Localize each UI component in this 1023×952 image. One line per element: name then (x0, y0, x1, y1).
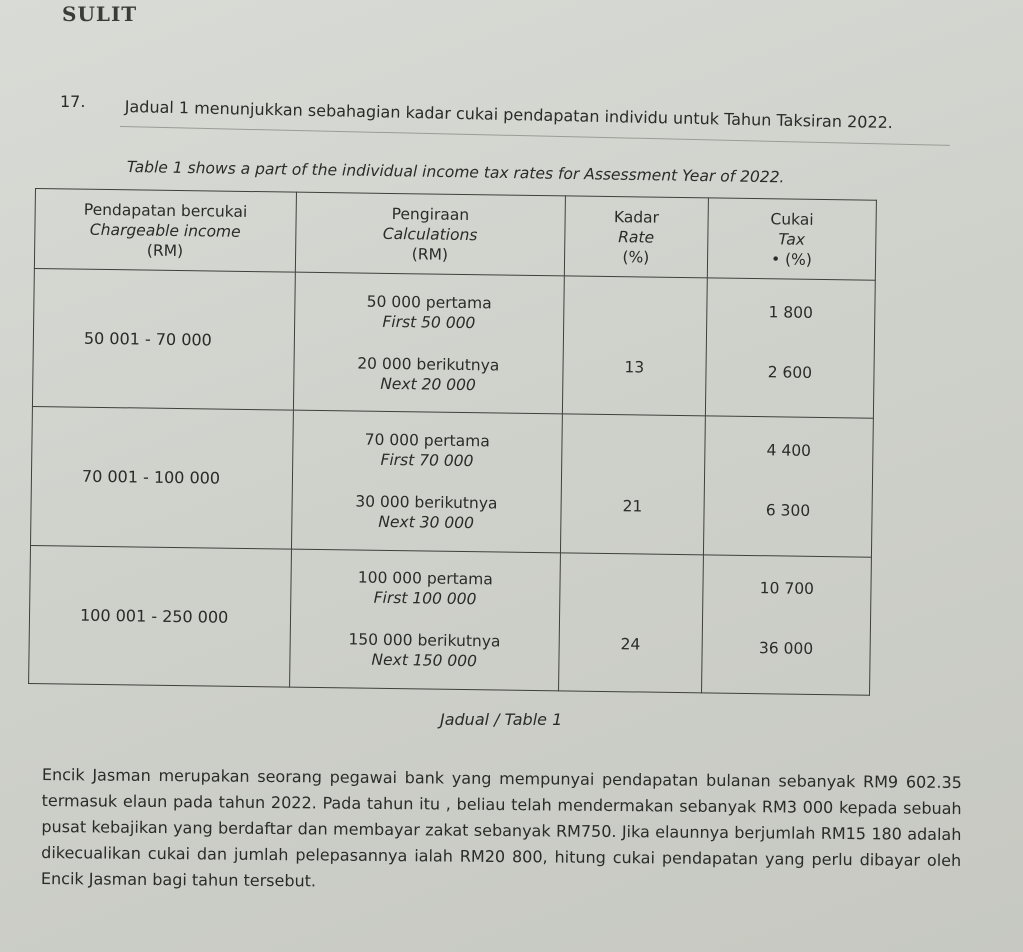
question-text-en: Table 1 shows a part of the individual income tax rates for Assessment Year of 2022. (126, 158, 785, 187)
calc-first-ms: 100 000 pertama (357, 568, 493, 589)
calc-first-en: First 50 000 (382, 312, 476, 332)
header-unit: (RM) (146, 241, 184, 260)
table-header-row (34, 189, 876, 281)
calculation-cell (289, 549, 560, 691)
header-ms: Pendapatan bercukai (83, 200, 248, 221)
tax-cell (703, 416, 873, 557)
header-ms: Pengiraan (391, 204, 470, 224)
header-unit: • (%) (770, 249, 813, 269)
calculation-cell (293, 272, 564, 414)
tax-rate-table (28, 188, 877, 696)
header-chargeable-income (34, 189, 296, 273)
header-rate (564, 196, 708, 278)
tax-next-value: 36 000 (758, 639, 814, 659)
calculation-cell (291, 410, 562, 552)
income-range-cell: 70 001 - 100 000 (31, 407, 294, 549)
calc-first-ms: 70 000 pertama (364, 430, 490, 451)
calc-next-ms: 30 000 berikutnya (355, 492, 498, 513)
calc-first-ms: 50 000 pertama (366, 292, 492, 313)
header-en: Chargeable income (89, 220, 241, 241)
header-ms: Cukai (770, 209, 814, 229)
question-text-ms: Jadual 1 menunjukkan sebahagian kadar cukai pendapatan individu untuk Tahun Taksiran 2022. (124, 96, 894, 133)
table-caption: Jadual / Table 1 (440, 710, 563, 729)
tax-first-value: 4 400 (766, 441, 812, 460)
income-range-cell: 100 001 - 250 000 (29, 545, 292, 687)
question-paragraph: Encik Jasman merupakan seorang pegawai bank yang mempunyai pendapatan bulanan sebanyak RM9 602.35 termasuk elaun pada tahun 2022. Pada tahun itu , beliau telah mendermakan sebanyak RM3 000 kepada sebuah pusat kebajikan yang berdaftar dan membayar zakat sebanyak RM750. Jika elaunnya berjumlah RM15 180 adalah dikecualikan cukai dan jumlah pelepasannya ialah RM20 800, hitung cukai pendapatan yang perlu dibayar oleh Encik Jasman bagi tahun tersebut. (40, 764, 962, 891)
rate-cell: 13 (562, 276, 707, 416)
question-number: 17. (60, 92, 86, 111)
header-unit: (RM) (411, 244, 449, 264)
tax-cell (701, 555, 871, 696)
tax-next-value: 6 300 (765, 501, 811, 520)
header-en: Calculations (382, 224, 478, 244)
tax-next-value: 2 600 (767, 362, 813, 382)
calc-next-en: Next 20 000 (380, 374, 476, 394)
calc-first-en: First 100 000 (373, 589, 477, 609)
header-ms: Kadar (613, 207, 660, 227)
calc-next-en: Next 30 000 (378, 512, 475, 533)
tax-first-value: 10 700 (759, 579, 815, 599)
header-unit: (%) (622, 247, 650, 267)
tax-first-value: 1 800 (768, 302, 814, 322)
calc-next-ms: 20 000 berikutnya (357, 354, 500, 375)
table-row (32, 268, 875, 418)
calc-next-en: Next 150 000 (371, 651, 478, 671)
rate-cell: 21 (560, 414, 705, 554)
calc-next-ms: 150 000 berikutnya (348, 630, 501, 651)
calc-first-en: First 70 000 (380, 450, 474, 471)
table-row (29, 545, 872, 695)
tax-cell (705, 278, 875, 419)
header-en: Tax (778, 229, 806, 249)
header-tax (707, 198, 876, 280)
header-mark: SULIT (62, 2, 138, 26)
tax-rate-table-container (28, 188, 877, 696)
rate-cell: 24 (558, 553, 703, 693)
header-calculations (295, 192, 565, 276)
header-en: Rate (618, 227, 655, 247)
table-row (31, 407, 874, 557)
income-range-cell: 50 001 - 70 000 (32, 268, 295, 410)
